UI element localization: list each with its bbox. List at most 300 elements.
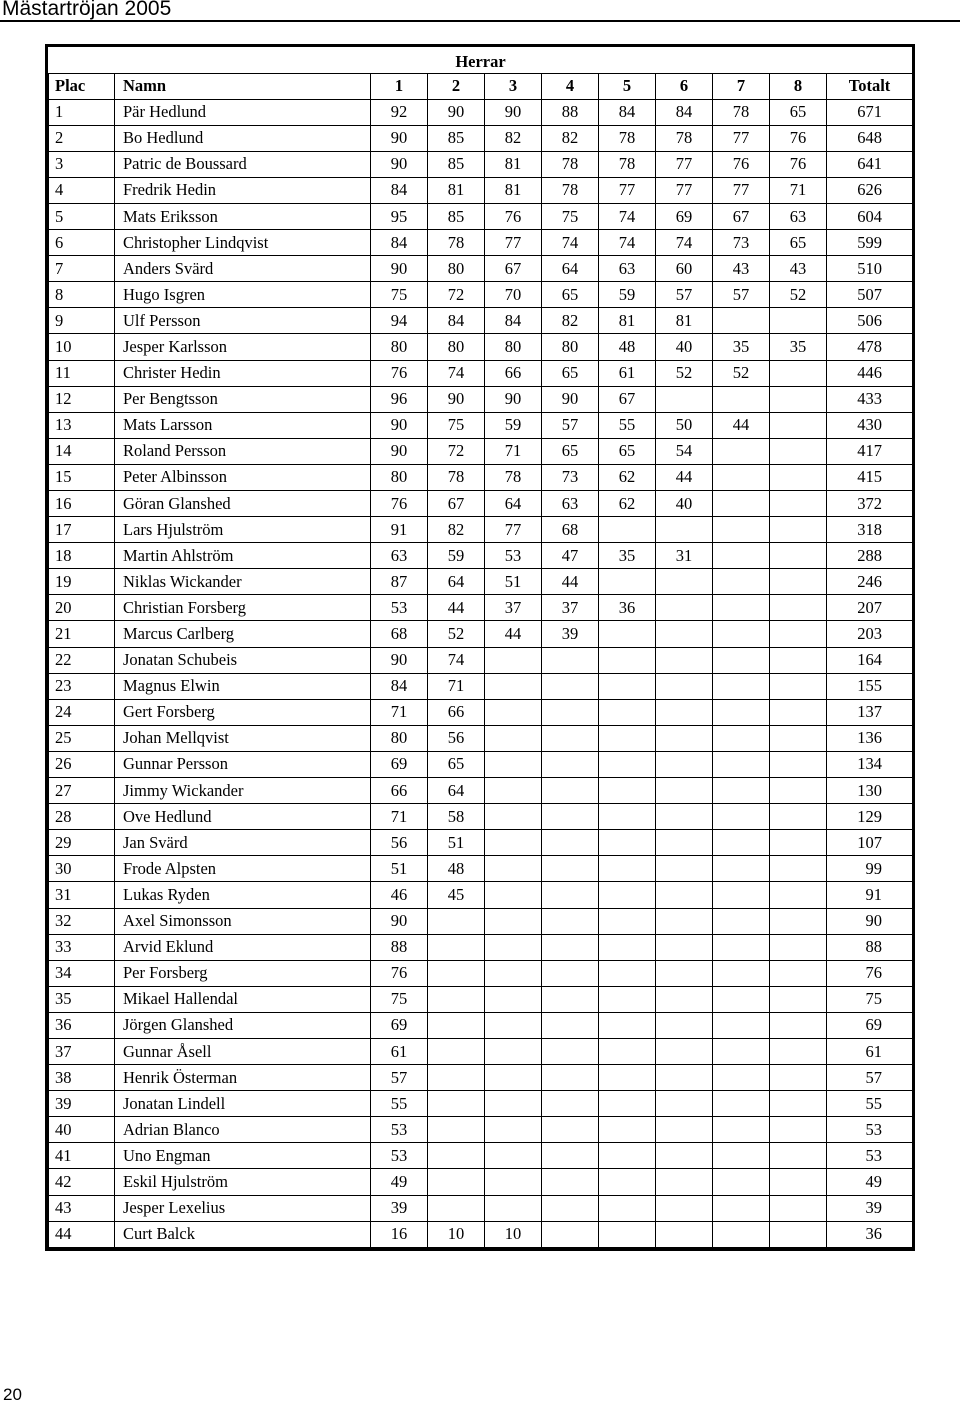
cell-namn: Pär Hedlund xyxy=(115,99,371,125)
cell-round-2: 48 xyxy=(428,856,485,882)
cell-round-8 xyxy=(770,412,827,438)
cell-round-7 xyxy=(713,699,770,725)
cell-round-7: 77 xyxy=(713,125,770,151)
cell-round-8 xyxy=(770,725,827,751)
cell-totalt: 506 xyxy=(827,308,913,334)
cell-round-3: 90 xyxy=(485,99,542,125)
cell-totalt: 136 xyxy=(827,725,913,751)
cell-round-1: 84 xyxy=(371,230,428,256)
cell-totalt: 599 xyxy=(827,230,913,256)
cell-totalt: 76 xyxy=(827,960,913,986)
cell-round-7 xyxy=(713,386,770,412)
cell-round-8 xyxy=(770,830,827,856)
cell-round-7 xyxy=(713,986,770,1012)
cell-round-6 xyxy=(656,386,713,412)
cell-round-7 xyxy=(713,1038,770,1064)
cell-plac: 20 xyxy=(49,595,115,621)
cell-namn: Patric de Boussard xyxy=(115,151,371,177)
cell-round-3 xyxy=(485,673,542,699)
cell-round-2 xyxy=(428,1091,485,1117)
cell-namn: Lukas Ryden xyxy=(115,882,371,908)
cell-round-6: 50 xyxy=(656,412,713,438)
cell-namn: Christer Hedin xyxy=(115,360,371,386)
cell-round-8 xyxy=(770,1195,827,1221)
cell-round-3 xyxy=(485,1065,542,1091)
cell-round-3: 59 xyxy=(485,412,542,438)
cell-round-4: 78 xyxy=(542,177,599,203)
cell-round-3: 66 xyxy=(485,360,542,386)
table-row xyxy=(49,491,913,517)
cell-round-6: 74 xyxy=(656,230,713,256)
results-table xyxy=(48,47,913,1248)
cell-plac: 24 xyxy=(49,699,115,725)
cell-round-5 xyxy=(599,986,656,1012)
cell-round-3: 51 xyxy=(485,569,542,595)
cell-round-7 xyxy=(713,647,770,673)
cell-round-2: 72 xyxy=(428,282,485,308)
cell-round-6: 31 xyxy=(656,543,713,569)
cell-round-8 xyxy=(770,308,827,334)
cell-round-2: 44 xyxy=(428,595,485,621)
cell-round-2 xyxy=(428,986,485,1012)
cell-round-6 xyxy=(656,986,713,1012)
cell-plac: 2 xyxy=(49,125,115,151)
cell-round-6: 77 xyxy=(656,177,713,203)
cell-round-2: 59 xyxy=(428,543,485,569)
cell-round-4 xyxy=(542,778,599,804)
cell-totalt: 57 xyxy=(827,1065,913,1091)
cell-namn: Lars Hjulström xyxy=(115,517,371,543)
cell-namn: Adrian Blanco xyxy=(115,1117,371,1143)
table-row xyxy=(49,1038,913,1064)
cell-namn: Johan Mellqvist xyxy=(115,725,371,751)
cell-round-5 xyxy=(599,699,656,725)
cell-plac: 33 xyxy=(49,934,115,960)
cell-round-3: 84 xyxy=(485,308,542,334)
cell-plac: 30 xyxy=(49,856,115,882)
cell-round-4: 65 xyxy=(542,438,599,464)
cell-round-8: 63 xyxy=(770,203,827,229)
cell-round-4 xyxy=(542,1091,599,1117)
cell-totalt: 507 xyxy=(827,282,913,308)
cell-round-3 xyxy=(485,986,542,1012)
cell-namn: Gunnar Åsell xyxy=(115,1038,371,1064)
cell-totalt: 75 xyxy=(827,986,913,1012)
cell-round-6: 52 xyxy=(656,360,713,386)
table-row xyxy=(49,1143,913,1169)
cell-round-6 xyxy=(656,882,713,908)
cell-plac: 43 xyxy=(49,1195,115,1221)
cell-round-1: 95 xyxy=(371,203,428,229)
header-totalt: Totalt xyxy=(827,73,913,99)
cell-round-3: 76 xyxy=(485,203,542,229)
table-row xyxy=(49,725,913,751)
cell-namn: Jörgen Glanshed xyxy=(115,1012,371,1038)
cell-namn: Bo Hedlund xyxy=(115,125,371,151)
cell-round-2: 64 xyxy=(428,778,485,804)
table-row xyxy=(49,334,913,360)
cell-round-2: 80 xyxy=(428,334,485,360)
cell-round-4 xyxy=(542,1038,599,1064)
cell-round-3: 10 xyxy=(485,1221,542,1247)
cell-totalt: 641 xyxy=(827,151,913,177)
table-row xyxy=(49,99,913,125)
cell-round-4: 37 xyxy=(542,595,599,621)
cell-round-7 xyxy=(713,543,770,569)
cell-round-1: 80 xyxy=(371,334,428,360)
cell-plac: 39 xyxy=(49,1091,115,1117)
cell-round-6: 69 xyxy=(656,203,713,229)
cell-round-3 xyxy=(485,1038,542,1064)
cell-round-6 xyxy=(656,647,713,673)
cell-round-2: 85 xyxy=(428,125,485,151)
table-row xyxy=(49,856,913,882)
cell-round-7 xyxy=(713,1091,770,1117)
cell-plac: 18 xyxy=(49,543,115,569)
cell-totalt: 137 xyxy=(827,699,913,725)
cell-round-3 xyxy=(485,1117,542,1143)
cell-round-2 xyxy=(428,1117,485,1143)
cell-totalt: 318 xyxy=(827,517,913,543)
cell-namn: Arvid Eklund xyxy=(115,934,371,960)
cell-round-1: 57 xyxy=(371,1065,428,1091)
cell-round-6 xyxy=(656,1065,713,1091)
cell-plac: 14 xyxy=(49,438,115,464)
cell-namn: Anders Svärd xyxy=(115,256,371,282)
cell-round-5 xyxy=(599,882,656,908)
cell-totalt: 129 xyxy=(827,804,913,830)
cell-round-7 xyxy=(713,856,770,882)
cell-round-5: 59 xyxy=(599,282,656,308)
page-number: 20 xyxy=(3,1385,22,1404)
cell-namn: Jimmy Wickander xyxy=(115,778,371,804)
cell-round-4: 63 xyxy=(542,491,599,517)
cell-round-1: 80 xyxy=(371,464,428,490)
cell-totalt: 99 xyxy=(827,856,913,882)
cell-round-2: 64 xyxy=(428,569,485,595)
cell-round-4: 65 xyxy=(542,282,599,308)
cell-namn: Per Bengtsson xyxy=(115,386,371,412)
header-round-5: 5 xyxy=(599,73,656,99)
cell-round-4 xyxy=(542,647,599,673)
cell-plac: 15 xyxy=(49,464,115,490)
cell-round-8 xyxy=(770,517,827,543)
cell-plac: 16 xyxy=(49,491,115,517)
cell-round-5: 48 xyxy=(599,334,656,360)
table-row xyxy=(49,1195,913,1221)
cell-round-8 xyxy=(770,1091,827,1117)
cell-round-8 xyxy=(770,543,827,569)
cell-round-6 xyxy=(656,1091,713,1117)
cell-round-4: 82 xyxy=(542,308,599,334)
table-row xyxy=(49,412,913,438)
cell-totalt: 53 xyxy=(827,1117,913,1143)
cell-round-2: 80 xyxy=(428,256,485,282)
cell-round-3: 77 xyxy=(485,230,542,256)
cell-totalt: 446 xyxy=(827,360,913,386)
cell-round-1: 68 xyxy=(371,621,428,647)
table-row xyxy=(49,256,913,282)
cell-round-7 xyxy=(713,934,770,960)
cell-round-5: 78 xyxy=(599,151,656,177)
cell-round-5: 84 xyxy=(599,99,656,125)
cell-round-6: 78 xyxy=(656,125,713,151)
cell-round-2: 45 xyxy=(428,882,485,908)
cell-plac: 25 xyxy=(49,725,115,751)
cell-round-6 xyxy=(656,960,713,986)
cell-round-6: 60 xyxy=(656,256,713,282)
cell-round-7: 35 xyxy=(713,334,770,360)
cell-round-7 xyxy=(713,673,770,699)
cell-round-8: 76 xyxy=(770,125,827,151)
cell-plac: 12 xyxy=(49,386,115,412)
cell-round-1: 90 xyxy=(371,438,428,464)
cell-round-4: 39 xyxy=(542,621,599,647)
cell-round-8 xyxy=(770,1117,827,1143)
cell-round-4 xyxy=(542,908,599,934)
cell-round-7 xyxy=(713,1012,770,1038)
cell-round-8 xyxy=(770,699,827,725)
cell-round-3 xyxy=(485,1195,542,1221)
cell-namn: Ove Hedlund xyxy=(115,804,371,830)
cell-round-8 xyxy=(770,960,827,986)
cell-round-2 xyxy=(428,1038,485,1064)
cell-round-8 xyxy=(770,360,827,386)
cell-round-1: 87 xyxy=(371,569,428,595)
cell-namn: Uno Engman xyxy=(115,1143,371,1169)
cell-round-6: 81 xyxy=(656,308,713,334)
table-row xyxy=(49,517,913,543)
cell-plac: 21 xyxy=(49,621,115,647)
cell-totalt: 39 xyxy=(827,1195,913,1221)
cell-totalt: 69 xyxy=(827,1012,913,1038)
cell-round-2: 78 xyxy=(428,230,485,256)
cell-namn: Mats Larsson xyxy=(115,412,371,438)
table-row xyxy=(49,230,913,256)
cell-round-1: 56 xyxy=(371,830,428,856)
cell-round-3: 81 xyxy=(485,177,542,203)
cell-plac: 1 xyxy=(49,99,115,125)
cell-round-3 xyxy=(485,1143,542,1169)
cell-round-8: 76 xyxy=(770,151,827,177)
cell-round-3 xyxy=(485,908,542,934)
table-row xyxy=(49,699,913,725)
table-row xyxy=(49,621,913,647)
cell-round-8 xyxy=(770,464,827,490)
cell-round-1: 90 xyxy=(371,908,428,934)
cell-round-7 xyxy=(713,1221,770,1247)
cell-round-2: 10 xyxy=(428,1221,485,1247)
cell-round-1: 94 xyxy=(371,308,428,334)
cell-round-3 xyxy=(485,725,542,751)
cell-namn: Axel Simonsson xyxy=(115,908,371,934)
cell-round-6: 57 xyxy=(656,282,713,308)
cell-round-6: 54 xyxy=(656,438,713,464)
header-round-6: 6 xyxy=(656,73,713,99)
cell-plac: 32 xyxy=(49,908,115,934)
cell-round-3 xyxy=(485,778,542,804)
cell-round-3 xyxy=(485,830,542,856)
cell-round-3: 64 xyxy=(485,491,542,517)
cell-round-2: 84 xyxy=(428,308,485,334)
cell-round-5 xyxy=(599,934,656,960)
table-row xyxy=(49,1169,913,1195)
header-round-3: 3 xyxy=(485,73,542,99)
cell-round-8 xyxy=(770,1065,827,1091)
cell-namn: Per Forsberg xyxy=(115,960,371,986)
cell-plac: 4 xyxy=(49,177,115,203)
cell-namn: Christopher Lindqvist xyxy=(115,230,371,256)
cell-round-4 xyxy=(542,882,599,908)
cell-round-8: 35 xyxy=(770,334,827,360)
cell-round-8 xyxy=(770,386,827,412)
cell-namn: Gert Forsberg xyxy=(115,699,371,725)
cell-round-4 xyxy=(542,1195,599,1221)
cell-round-1: 61 xyxy=(371,1038,428,1064)
cell-round-1: 53 xyxy=(371,595,428,621)
cell-round-5 xyxy=(599,856,656,882)
cell-round-5: 61 xyxy=(599,360,656,386)
cell-round-5: 36 xyxy=(599,595,656,621)
cell-totalt: 49 xyxy=(827,1169,913,1195)
header-namn: Namn xyxy=(115,73,371,99)
cell-round-7: 43 xyxy=(713,256,770,282)
table-row xyxy=(49,1091,913,1117)
table-row xyxy=(49,908,913,934)
table-row xyxy=(49,595,913,621)
cell-round-7: 77 xyxy=(713,177,770,203)
cell-round-5 xyxy=(599,960,656,986)
cell-round-7 xyxy=(713,621,770,647)
cell-round-6 xyxy=(656,1221,713,1247)
table-row xyxy=(49,830,913,856)
cell-round-6 xyxy=(656,1038,713,1064)
cell-round-7 xyxy=(713,1169,770,1195)
cell-round-6 xyxy=(656,856,713,882)
cell-round-2 xyxy=(428,934,485,960)
cell-round-4: 74 xyxy=(542,230,599,256)
cell-round-1: 92 xyxy=(371,99,428,125)
cell-round-1: 84 xyxy=(371,177,428,203)
cell-round-7 xyxy=(713,882,770,908)
cell-totalt: 61 xyxy=(827,1038,913,1064)
cell-round-1: 91 xyxy=(371,517,428,543)
column-header-row xyxy=(49,73,913,99)
cell-round-1: 71 xyxy=(371,699,428,725)
cell-round-5: 67 xyxy=(599,386,656,412)
cell-round-4 xyxy=(542,830,599,856)
cell-round-7: 73 xyxy=(713,230,770,256)
cell-round-1: 90 xyxy=(371,412,428,438)
cell-round-3 xyxy=(485,882,542,908)
table-row xyxy=(49,386,913,412)
cell-round-4: 88 xyxy=(542,99,599,125)
cell-round-2: 67 xyxy=(428,491,485,517)
cell-round-2: 56 xyxy=(428,725,485,751)
cell-round-5 xyxy=(599,673,656,699)
cell-plac: 35 xyxy=(49,986,115,1012)
cell-round-5: 74 xyxy=(599,203,656,229)
cell-plac: 44 xyxy=(49,1221,115,1247)
cell-namn: Magnus Elwin xyxy=(115,673,371,699)
cell-round-7: 76 xyxy=(713,151,770,177)
cell-round-6 xyxy=(656,934,713,960)
cell-round-4 xyxy=(542,960,599,986)
cell-round-2: 74 xyxy=(428,647,485,673)
cell-plac: 8 xyxy=(49,282,115,308)
cell-plac: 7 xyxy=(49,256,115,282)
cell-round-1: 75 xyxy=(371,282,428,308)
cell-round-2: 52 xyxy=(428,621,485,647)
cell-totalt: 164 xyxy=(827,647,913,673)
cell-round-3: 71 xyxy=(485,438,542,464)
cell-namn: Jonatan Schubeis xyxy=(115,647,371,673)
cell-round-4 xyxy=(542,673,599,699)
cell-round-3 xyxy=(485,804,542,830)
cell-round-4: 82 xyxy=(542,125,599,151)
cell-plac: 9 xyxy=(49,308,115,334)
cell-round-8: 52 xyxy=(770,282,827,308)
cell-round-8: 65 xyxy=(770,99,827,125)
header-round-7: 7 xyxy=(713,73,770,99)
cell-namn: Mats Eriksson xyxy=(115,203,371,229)
cell-round-2: 90 xyxy=(428,386,485,412)
cell-round-7 xyxy=(713,464,770,490)
cell-round-4: 44 xyxy=(542,569,599,595)
cell-round-7 xyxy=(713,308,770,334)
cell-round-8: 71 xyxy=(770,177,827,203)
cell-round-4: 64 xyxy=(542,256,599,282)
cell-round-8: 65 xyxy=(770,230,827,256)
cell-round-8 xyxy=(770,621,827,647)
cell-namn: Mikael Hallendal xyxy=(115,986,371,1012)
group-header-row xyxy=(49,47,913,73)
cell-round-6: 40 xyxy=(656,491,713,517)
table-row xyxy=(49,778,913,804)
cell-namn: Göran Glanshed xyxy=(115,491,371,517)
cell-round-2 xyxy=(428,1169,485,1195)
cell-totalt: 207 xyxy=(827,595,913,621)
header-round-8: 8 xyxy=(770,73,827,99)
cell-round-3 xyxy=(485,751,542,777)
table-row xyxy=(49,1221,913,1247)
cell-round-5 xyxy=(599,1091,656,1117)
cell-namn: Ulf Persson xyxy=(115,308,371,334)
cell-round-8 xyxy=(770,491,827,517)
cell-round-7 xyxy=(713,517,770,543)
cell-round-3 xyxy=(485,1169,542,1195)
cell-round-1: 90 xyxy=(371,125,428,151)
cell-round-5 xyxy=(599,1038,656,1064)
cell-round-8 xyxy=(770,778,827,804)
cell-round-6 xyxy=(656,1195,713,1221)
cell-round-4 xyxy=(542,934,599,960)
cell-round-5 xyxy=(599,725,656,751)
cell-plac: 22 xyxy=(49,647,115,673)
cell-round-1: 53 xyxy=(371,1143,428,1169)
cell-round-4: 80 xyxy=(542,334,599,360)
cell-namn: Eskil Hjulström xyxy=(115,1169,371,1195)
cell-round-6 xyxy=(656,569,713,595)
cell-round-4: 47 xyxy=(542,543,599,569)
cell-round-2 xyxy=(428,1143,485,1169)
results-table-frame xyxy=(45,44,915,1251)
cell-plac: 10 xyxy=(49,334,115,360)
cell-round-1: 63 xyxy=(371,543,428,569)
cell-round-8 xyxy=(770,1169,827,1195)
table-row xyxy=(49,960,913,986)
table-row xyxy=(49,673,913,699)
